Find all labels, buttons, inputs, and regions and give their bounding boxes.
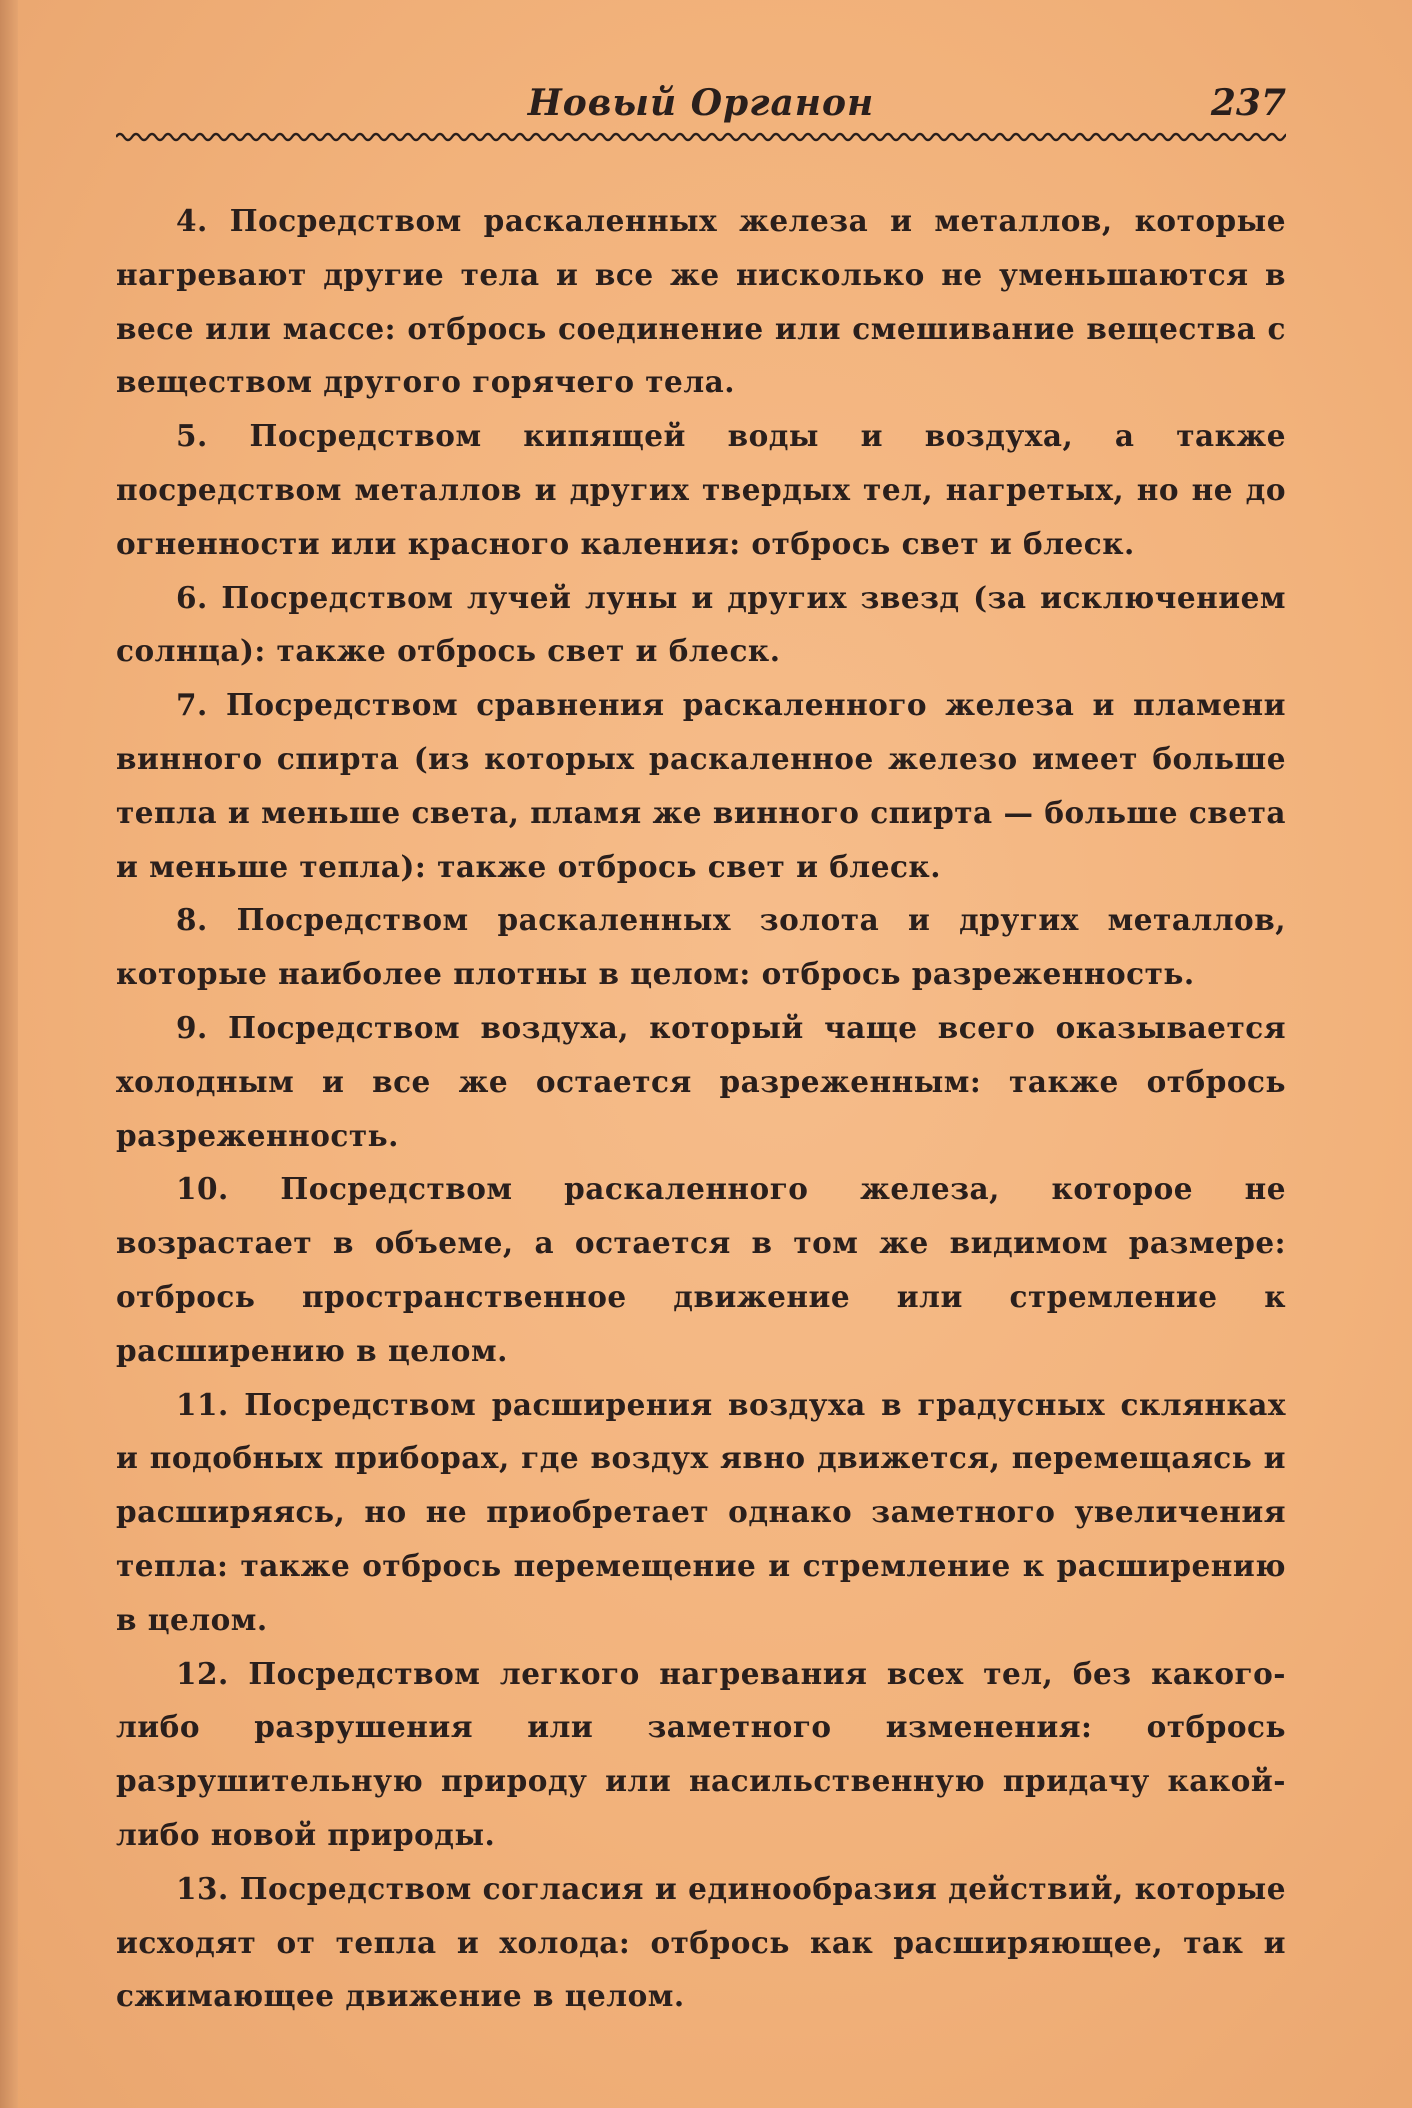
paragraph-7: 7. Посредством сравнения раскаленного железа и пламени винного спирта (из которых раскаленное железо имеет больше тепла и меньше света, пламя же винного спирта — больше света и меньше тепла): также отбрось свет и блеск. — [116, 687, 1286, 884]
running-title: Новый Органон — [527, 82, 875, 124]
ornamental-rule — [116, 130, 1286, 144]
paragraph-8: 8. Посредством раскаленных золота и других металлов, которые наиболее плотны в целом: отбрось разреженность. — [116, 902, 1286, 992]
page-number: 237 — [1210, 82, 1286, 124]
body-text — [116, 194, 1286, 2023]
paragraph-6: 6. Посредством лучей луны и других звезд (за исключением солнца): также отбрось свет и блеск. — [116, 579, 1286, 669]
paragraph-12: 12. Посредством легкого нагревания всех тел, без какого-либо разрушения или заметного изменения: отбрось разрушительную природу или насильственную придачу какой-либо новой природы. — [116, 1655, 1286, 1852]
running-head — [116, 78, 1286, 134]
page-edge — [0, 0, 18, 2108]
paragraph-13: 13. Посредством согласия и единообразия действий, которые исходят от тепла и холода: отбрось как расширяющее, так и сжимающее движение в целом. — [116, 1870, 1286, 2014]
paragraph-11: 11. Посредством расширения воздуха в градусных склянках и подобных приборах, где воздух явно движется, перемещаясь и расширяясь, но не приобретает однако заметного увеличения тепла: также отбрось перемещение и стремление к расширению в целом. — [116, 1386, 1286, 1637]
paragraph-4: 4. Посредством раскаленных железа и металлов, которые нагревают другие тела и все же нисколько не уменьшаются в весе или массе: отбрось соединение или смешивание вещества с веществом другого горячего тела. — [116, 203, 1286, 400]
paragraph-10: 10. Посредством раскаленного железа, которое не возрастает в объеме, а остается в том же видимом размере: отбрось пространственное движение или стремление к расширению в целом. — [116, 1171, 1286, 1368]
paragraph-5: 5. Посредством кипящей воды и воздуха, а также посредством металлов и других твердых тел, нагретых, но не до огненности или красного каления: отбрось свет и блеск. — [116, 418, 1286, 561]
paragraph-9: 9. Посредством воздуха, который чаще всего оказывается холодным и все же остается разреженным: также отбрось разреженность. — [116, 1009, 1286, 1153]
